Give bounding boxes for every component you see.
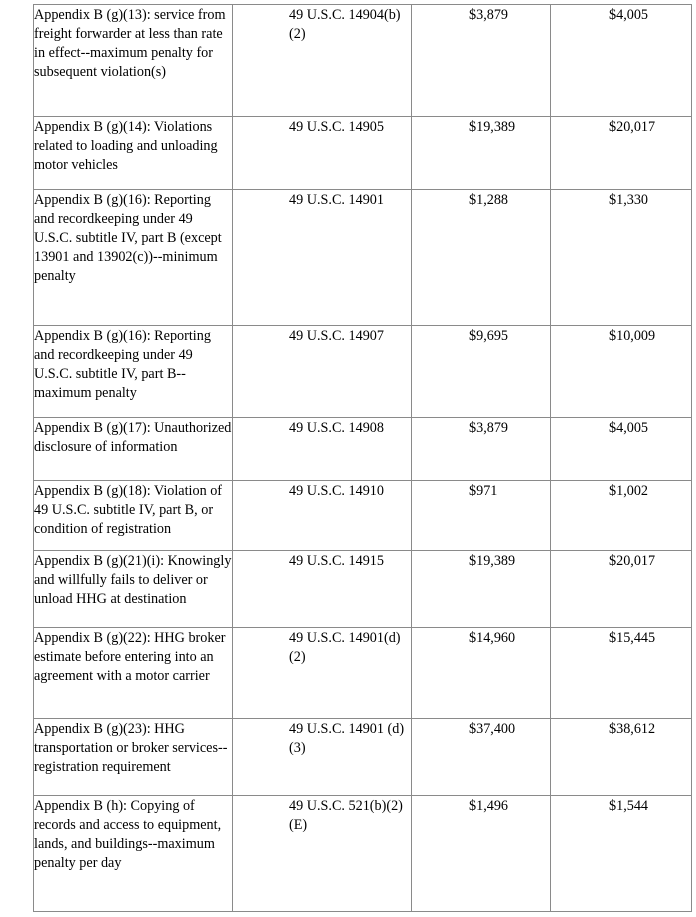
table-row — [34, 796, 692, 912]
current-penalty-amount: $3,879 — [469, 7, 509, 23]
adjusted-penalty-amount: $1,002 — [609, 483, 649, 499]
adjusted-penalty-amount: $1,330 — [609, 192, 649, 208]
cell-citation — [233, 628, 412, 719]
citation-text: 49 U.S.C. 14905 — [289, 119, 384, 135]
table-row — [34, 481, 692, 551]
cell-current-penalty — [412, 719, 551, 796]
adjusted-penalty-amount: $10,009 — [609, 328, 656, 344]
citation-text: 49 U.S.C. 521(b)(2)(E) — [289, 798, 403, 833]
cell-adjusted-penalty — [551, 190, 692, 326]
current-penalty-amount: $37,400 — [469, 721, 516, 737]
cell-adjusted-penalty — [551, 418, 692, 481]
cell-citation — [233, 481, 412, 551]
cell-citation — [233, 117, 412, 190]
adjusted-penalty-amount: $1,544 — [609, 798, 649, 814]
current-penalty-amount: $971 — [469, 483, 498, 499]
cell-current-penalty — [412, 117, 551, 190]
adjusted-penalty-amount: $4,005 — [609, 420, 649, 436]
table-row — [34, 190, 692, 326]
citation-text: 49 U.S.C. 14910 — [289, 483, 384, 499]
cell-description: Appendix B (h): Copying of records and access to equipment, lands, and buildings--maximum penalty per day — [34, 796, 233, 912]
table-row — [34, 551, 692, 628]
adjusted-penalty-amount: $4,005 — [609, 7, 649, 23]
table-row — [34, 719, 692, 796]
cell-adjusted-penalty — [551, 628, 692, 719]
cell-citation — [233, 418, 412, 481]
current-penalty-amount: $14,960 — [469, 630, 516, 646]
adjusted-penalty-amount: $20,017 — [609, 119, 656, 135]
cell-description: Appendix B (g)(23): HHG transportation or broker services--registration requirement — [34, 719, 233, 796]
citation-text: 49 U.S.C. 14915 — [289, 553, 384, 569]
cell-current-penalty — [412, 481, 551, 551]
citation-text: 49 U.S.C. 14901(d)(2) — [289, 630, 401, 665]
citation-text: 49 U.S.C. 14907 — [289, 328, 384, 344]
cell-adjusted-penalty — [551, 481, 692, 551]
current-penalty-amount: $1,288 — [469, 192, 509, 208]
cell-current-penalty — [412, 551, 551, 628]
current-penalty-amount: $9,695 — [469, 328, 509, 344]
table-row — [34, 326, 692, 418]
cell-adjusted-penalty — [551, 796, 692, 912]
cell-description: Appendix B (g)(16): Reporting and recordkeeping under 49 U.S.C. subtitle IV, part B (except 13901 and 13902(c))--minimum penalty — [34, 190, 233, 326]
cell-description: Appendix B (g)(16): Reporting and recordkeeping under 49 U.S.C. subtitle IV, part B--maximum penalty — [34, 326, 233, 418]
citation-text: 49 U.S.C. 14901 (d)(3) — [289, 721, 405, 756]
cell-citation — [233, 5, 412, 117]
cell-description: Appendix B (g)(21)(i): Knowingly and willfully fails to deliver or unload HHG at destination — [34, 551, 233, 628]
current-penalty-amount: $19,389 — [469, 119, 516, 135]
table-row — [34, 117, 692, 190]
current-penalty-amount: $1,496 — [469, 798, 509, 814]
citation-text: 49 U.S.C. 14904(b)(2) — [289, 7, 401, 42]
table-row — [34, 418, 692, 481]
cell-current-penalty — [412, 796, 551, 912]
table-body — [34, 5, 692, 912]
citation-text: 49 U.S.C. 14908 — [289, 420, 384, 436]
cell-citation — [233, 326, 412, 418]
cell-description: Appendix B (g)(13): service from freight forwarder at less than rate in effect--maximum penalty for subsequent violation(s) — [34, 5, 233, 117]
citation-text: 49 U.S.C. 14901 — [289, 192, 384, 208]
cell-current-penalty — [412, 628, 551, 719]
cell-current-penalty — [412, 5, 551, 117]
cell-current-penalty — [412, 326, 551, 418]
cell-citation — [233, 719, 412, 796]
cell-description: Appendix B (g)(14): Violations related to loading and unloading motor vehicles — [34, 117, 233, 190]
current-penalty-amount: $3,879 — [469, 420, 509, 436]
adjusted-penalty-amount: $20,017 — [609, 553, 656, 569]
cell-description: Appendix B (g)(22): HHG broker estimate before entering into an agreement with a motor carrier — [34, 628, 233, 719]
cell-adjusted-penalty — [551, 117, 692, 190]
penalty-schedule-table — [33, 4, 692, 912]
cell-description: Appendix B (g)(17): Unauthorized disclosure of information — [34, 418, 233, 481]
current-penalty-amount: $19,389 — [469, 553, 516, 569]
cell-description: Appendix B (g)(18): Violation of 49 U.S.C. subtitle IV, part B, or condition of registration — [34, 481, 233, 551]
cell-adjusted-penalty — [551, 5, 692, 117]
cell-current-penalty — [412, 190, 551, 326]
cell-citation — [233, 190, 412, 326]
cell-adjusted-penalty — [551, 719, 692, 796]
cell-citation — [233, 551, 412, 628]
cell-adjusted-penalty — [551, 551, 692, 628]
table-row — [34, 628, 692, 719]
adjusted-penalty-amount: $38,612 — [609, 721, 656, 737]
cell-adjusted-penalty — [551, 326, 692, 418]
cell-citation — [233, 796, 412, 912]
adjusted-penalty-amount: $15,445 — [609, 630, 656, 646]
cell-current-penalty — [412, 418, 551, 481]
table-row — [34, 5, 692, 117]
